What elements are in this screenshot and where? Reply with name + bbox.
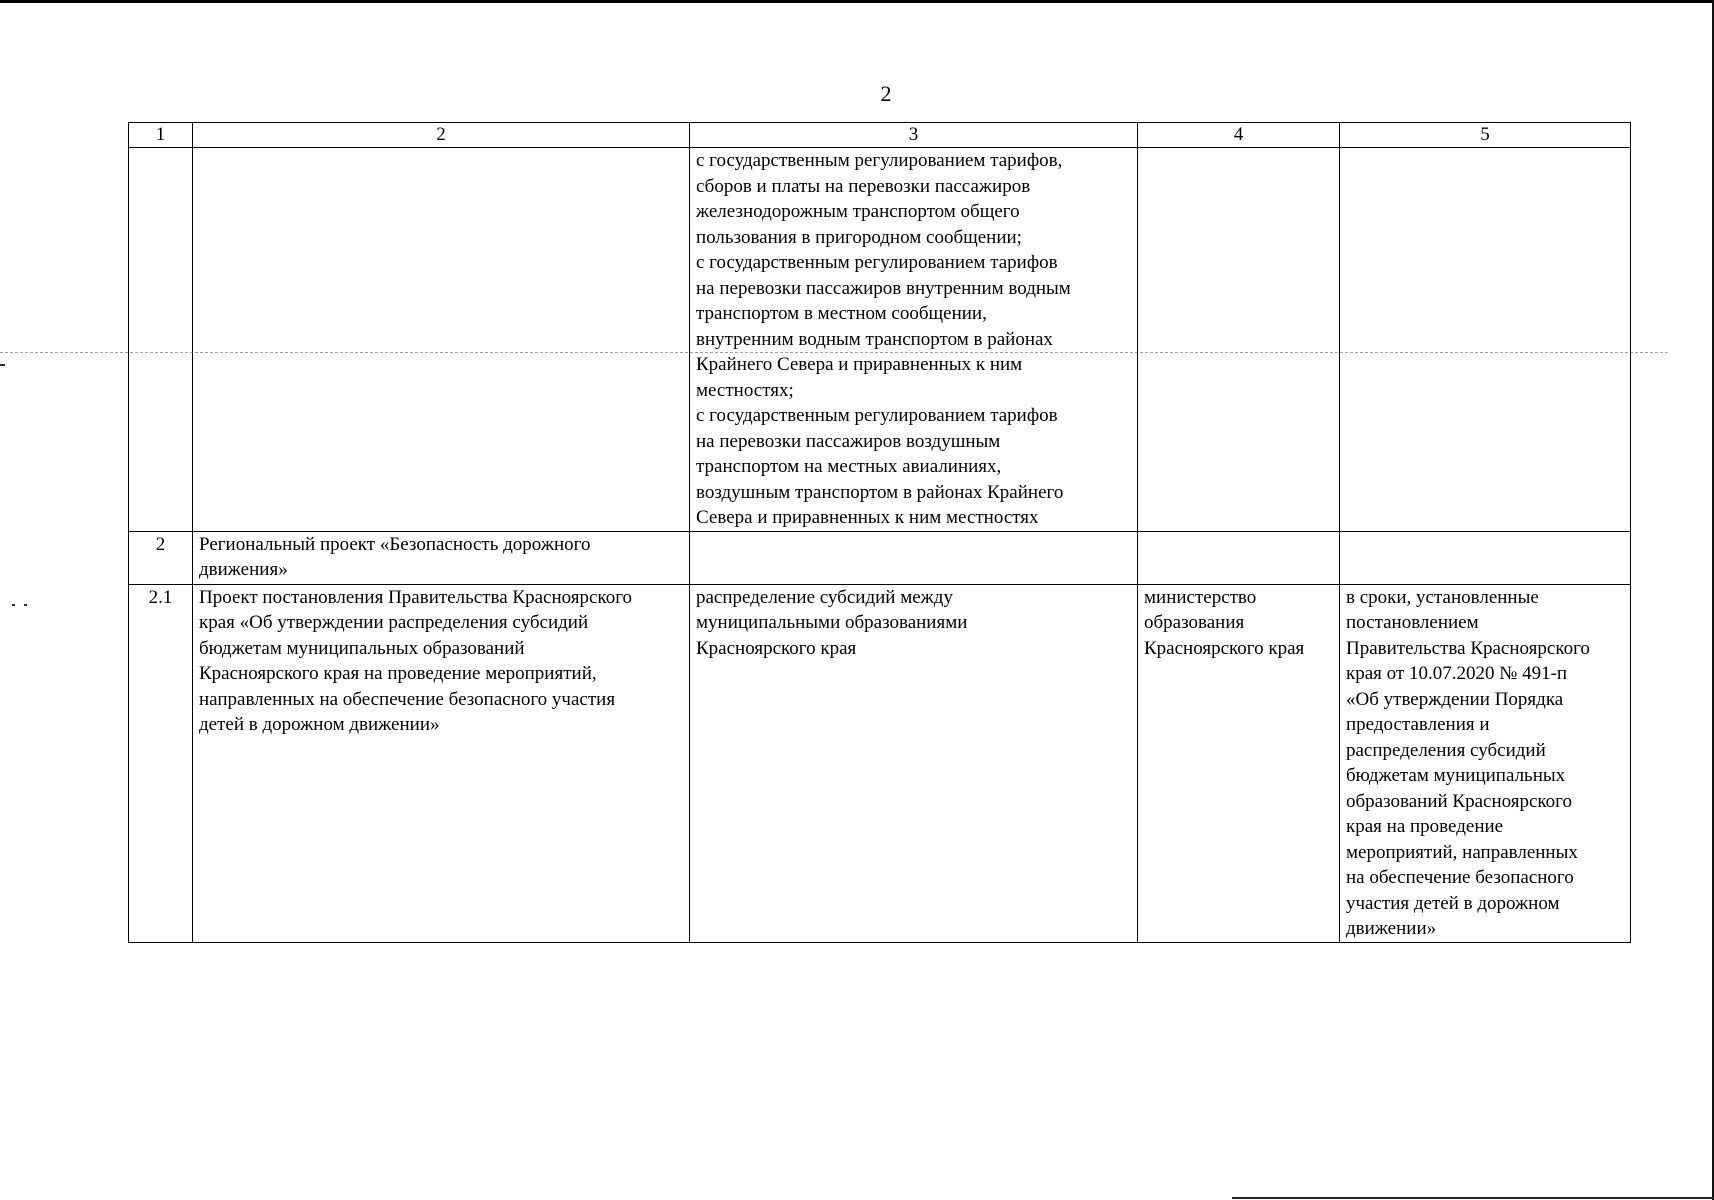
scan-artifact-mark	[12, 604, 15, 606]
row-number-cell: 2.1	[129, 584, 193, 942]
scan-artifact-line	[0, 352, 1668, 353]
scan-artifact-mark	[0, 364, 5, 366]
content-cell	[690, 531, 1138, 584]
column-header-5: 5	[1340, 123, 1631, 148]
page-number: 2	[880, 81, 892, 106]
project-name-cell: Региональный проект «Безопасность дорожного движения»	[193, 531, 690, 584]
page-top-border	[0, 0, 1714, 3]
deadline-cell	[1340, 148, 1631, 532]
project-name-cell	[193, 148, 690, 532]
table-row	[129, 148, 1631, 532]
responsible-cell	[1138, 148, 1340, 532]
table-row	[129, 584, 1631, 942]
deadline-cell	[1340, 531, 1631, 584]
deadline-cell: в сроки, установленные постановлением Правительства Красноярского края от 10.07.2020 № 491-п «Об утверждении Порядка предоставления и распределения субсидий бюджетам муниципальных образований Красноярского края на проведение мероприятий, направленных на обеспечение безопасного участия детей в дорожном движении»	[1340, 584, 1631, 942]
project-name-cell: Проект постановления Правительства Красноярского края «Об утверждении распределения субсидий бюджетам муниципальных образований Красноярского края на проведение мероприятий, направленных на обеспечение безопасного участия детей в дорожном движении»	[193, 584, 690, 942]
responsible-cell	[1138, 531, 1340, 584]
table-header-row	[129, 123, 1631, 148]
content-cell: распределение субсидий между муниципальными образованиями Красноярского края	[690, 584, 1138, 942]
table-row	[129, 531, 1631, 584]
column-header-1: 1	[129, 123, 193, 148]
column-header-2: 2	[193, 123, 690, 148]
document-table	[128, 122, 1631, 943]
scan-artifact-mark	[24, 604, 27, 606]
content-cell: с государственным регулированием тарифов, сборов и платы на перевозки пассажиров железнодорожным транспортом общего пользования в пригородном сообщении; с государственным регулированием тарифов на перевозки пассажиров внутренним водным транспортом в местном сообщении, внутренним водным транспортом в районах Крайнего Севера и приравненных к ним местностях; с государственным регулированием тарифов на перевозки пассажиров воздушным транспортом на местных авиалиниях, воздушным транспортом в районах Крайнего Севера и приравненных к ним местностях	[690, 148, 1138, 532]
column-header-4: 4	[1138, 123, 1340, 148]
column-header-3: 3	[690, 123, 1138, 148]
row-number-cell	[129, 148, 193, 532]
page-bottom-line	[1232, 1197, 1714, 1199]
responsible-cell: министерство образования Красноярского края	[1138, 584, 1340, 942]
row-number-cell: 2	[129, 531, 193, 584]
